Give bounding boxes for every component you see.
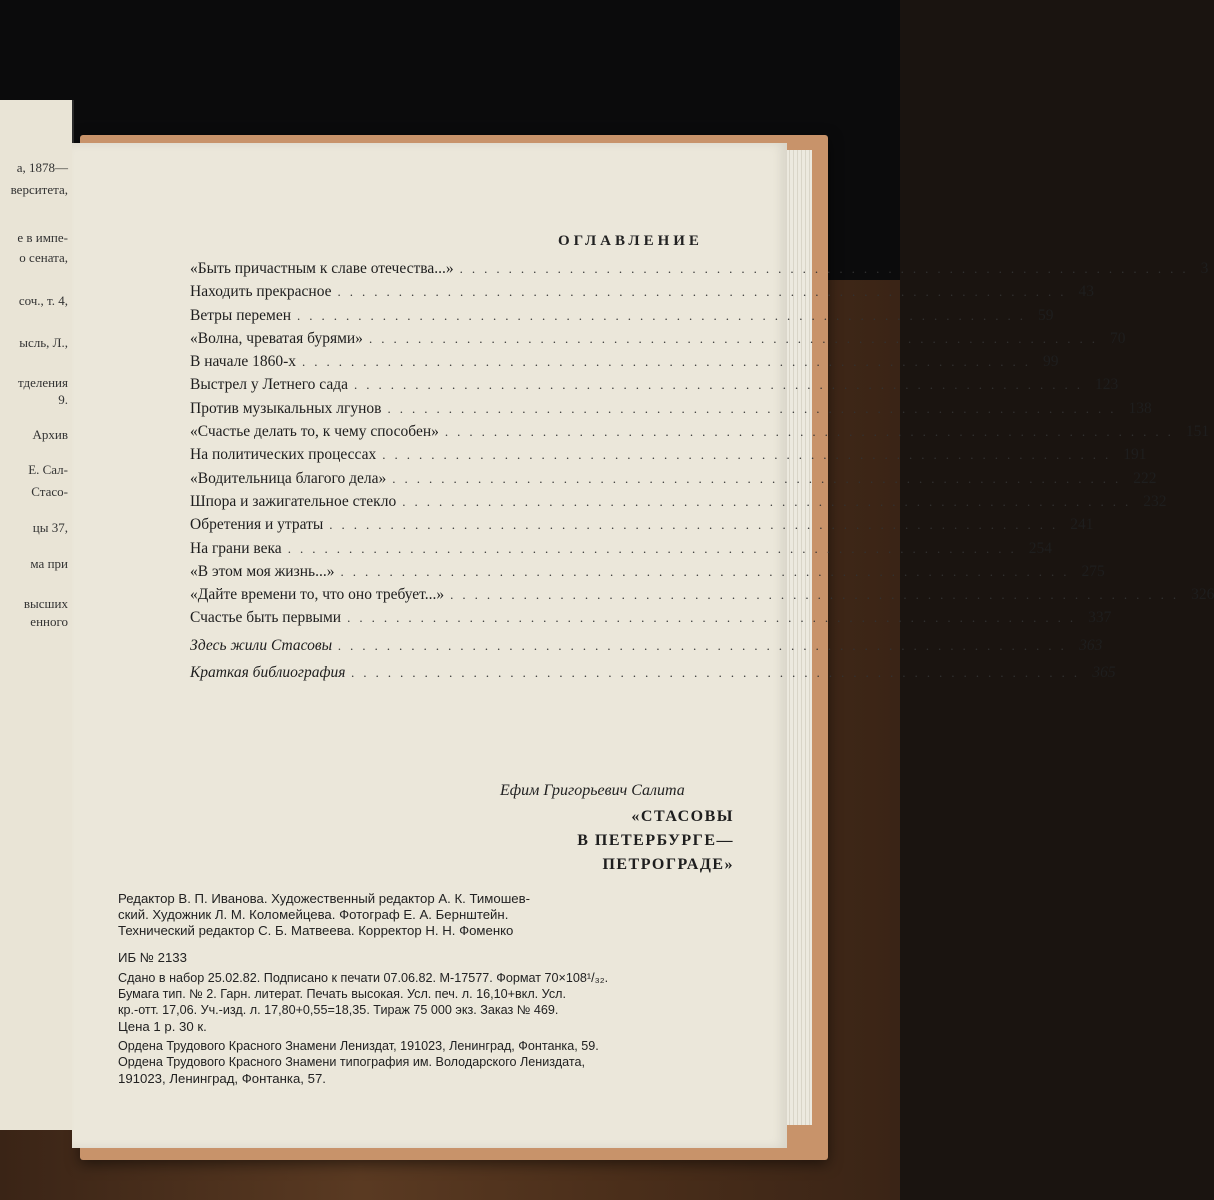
toc-leader-dots: ............................................................ xyxy=(287,540,1023,556)
toc-heading: ОГЛАВЛЕНИЕ xyxy=(558,233,703,249)
toc-leader-dots: ............................................................ xyxy=(338,637,1074,653)
toc-leader-dots: ............................................................ xyxy=(382,447,1118,463)
credits-line: ский. Художник Л. М. Коломейцева. Фотограф Е. А. Бернштейн. xyxy=(118,907,509,922)
toc-entry xyxy=(190,492,1167,516)
toc-entry-page: 191 xyxy=(1123,446,1147,464)
publisher-line: Ордена Трудового Красного Знамени типография им. Володарского Лениздата, xyxy=(118,1055,585,1069)
toc-entry-title: Счастье быть первыми xyxy=(190,609,342,627)
toc-entry-title: Краткая библиография xyxy=(190,664,346,682)
left-fragment: ысль, Л., xyxy=(19,335,68,350)
toc-entry xyxy=(190,609,1112,632)
toc-entry-page: 241 xyxy=(1070,516,1094,534)
left-fragment: тделения xyxy=(17,375,68,390)
toc-entry-page: 43 xyxy=(1078,283,1095,301)
toc-leader-dots: ............................................................ xyxy=(459,261,1195,276)
left-fragment: о сената, xyxy=(19,250,68,265)
left-fragment: 9. xyxy=(58,392,68,407)
toc-entry-title: «Быть причастным к славе отечества...» xyxy=(190,260,454,277)
toc-entry-page: 70 xyxy=(1109,329,1126,347)
toc-leader-dots: ............................................................ xyxy=(354,377,1090,393)
toc-leader-dots: ............................................................ xyxy=(301,354,1037,370)
toc-entry-page: 275 xyxy=(1081,562,1105,580)
left-fragment: енного xyxy=(30,614,68,629)
toc-entry-page: 99 xyxy=(1042,353,1059,371)
toc-entry-title: На политических процессах xyxy=(190,446,377,464)
left-fragment: Стасо- xyxy=(31,484,68,499)
left-fragment: а, 1878— xyxy=(16,160,68,175)
left-fragment: высших xyxy=(23,596,68,611)
toc-entry xyxy=(190,260,1209,283)
toc-entry-page: 254 xyxy=(1028,539,1052,557)
toc-entry-title: «Дайте времени то, что оно требует...» xyxy=(190,586,445,604)
left-fragment: Е. Сал- xyxy=(28,462,68,477)
toc-entry-title: «В этом моя жизнь...» xyxy=(190,562,335,580)
toc-leader-dots: ............................................................ xyxy=(297,307,1033,323)
left-fragment: соч., т. 4, xyxy=(18,293,68,308)
toc-entry-page: 59 xyxy=(1038,306,1054,324)
toc-entry-title: Обретения и утраты xyxy=(190,516,324,534)
left-fragment: верситета, xyxy=(10,182,68,197)
print-info-line: Сдано в набор 25.02.82. Подписано к печати 07.06.82. М-17577. Формат 70×108¹/₃₂. xyxy=(118,971,609,985)
toc-entry-page: 326 xyxy=(1191,586,1214,604)
toc-entry xyxy=(190,636,1103,660)
toc-entry-title: «Волна, чреватая бурями» xyxy=(190,329,363,347)
book-title-line: В ПЕТЕРБУРГЕ— xyxy=(577,832,734,849)
left-fragment: Архив xyxy=(32,427,68,442)
toc-entry-title: Выстрел у Летнего сада xyxy=(190,376,349,394)
toc-entry-title: В начале 1860-х xyxy=(190,353,296,371)
toc-entry xyxy=(190,423,1210,446)
toc-leader-dots: ............................................................ xyxy=(392,470,1128,486)
toc-entry-title: Шпора и зажигательное стекло xyxy=(190,492,397,510)
credits-line: Технический редактор С. Б. Матвеева. Корректор Н. Н. Фоменко xyxy=(118,923,514,938)
toc-entry-page: 222 xyxy=(1133,469,1157,487)
toc-leader-dots: ............................................................ xyxy=(444,424,1180,440)
toc-entry-page: 365 xyxy=(1092,664,1116,682)
toc-entry-page: 337 xyxy=(1088,609,1112,627)
table-of-contents xyxy=(190,260,1214,687)
credits-line: Редактор В. П. Иванова. Художественный редактор А. К. Тимошев- xyxy=(118,891,531,906)
left-page xyxy=(0,100,74,1130)
toc-leader-dots: ............................................................ xyxy=(347,610,1083,626)
publisher-line: Ордена Трудового Красного Знамени Лениздат, 191023, Ленинград, Фонтанка, 59. xyxy=(118,1039,599,1053)
price: Цена 1 р. 30 к. xyxy=(118,1019,207,1034)
toc-entry xyxy=(190,329,1126,353)
toc-entry-page: 123 xyxy=(1095,376,1119,394)
toc-entry xyxy=(190,376,1119,399)
toc-entry-title: Находить прекрасное xyxy=(190,283,332,301)
toc-entry-title: На грани века xyxy=(190,539,282,557)
toc-leader-dots: ............................................................ xyxy=(368,330,1104,346)
toc-entry xyxy=(190,539,1052,563)
author-name: Ефим Григорьевич Салита xyxy=(500,782,685,799)
left-fragment: е в импе- xyxy=(17,230,68,245)
toc-entry xyxy=(190,399,1152,423)
toc-entry-title: «Счастье делать то, к чему способен» xyxy=(190,423,439,441)
toc-leader-dots: ............................................................ xyxy=(450,587,1186,603)
ib-number: ИБ № 2133 xyxy=(118,950,187,965)
toc-entry xyxy=(190,586,1214,609)
toc-entry-page: 232 xyxy=(1143,492,1167,510)
print-info-line: Бумага тип. № 2. Гарн. литерат. Печать высокая. Усл. печ. л. 16,10+вкл. Усл. xyxy=(118,987,566,1001)
toc-entry-page: 363 xyxy=(1079,636,1103,654)
toc-entry-title: Здесь жили Стасовы xyxy=(190,636,333,654)
toc-leader-dots: ............................................................ xyxy=(387,400,1123,416)
toc-leader-dots: ............................................................ xyxy=(340,563,1076,579)
toc-entry xyxy=(190,664,1116,687)
book-title-line: ПЕТРОГРАДЕ» xyxy=(602,856,734,873)
toc-entry xyxy=(190,283,1095,306)
book-title-line: «СТАСОВЫ xyxy=(631,808,734,825)
left-fragment: цы 37, xyxy=(32,520,68,535)
left-fragment: ма при xyxy=(30,556,68,571)
print-info-line: кр.-отт. 17,06. Уч.-изд. л. 17,80+0,55=18,35. Тираж 75 000 экз. Заказ № 469. xyxy=(118,1003,559,1017)
toc-entry-page: 151 xyxy=(1185,423,1210,441)
toc-leader-dots: ............................................................ xyxy=(337,284,1073,300)
toc-entry xyxy=(190,516,1094,539)
toc-entry-title: Ветры перемен xyxy=(190,306,292,324)
toc-entry xyxy=(190,446,1147,469)
toc-entry-page: 138 xyxy=(1128,399,1152,417)
toc-leader-dots: ............................................................ xyxy=(329,517,1065,533)
toc-entry xyxy=(190,353,1059,376)
toc-entry xyxy=(190,306,1054,330)
toc-leader-dots: ............................................................ xyxy=(402,493,1138,509)
toc-entry-page: 3 xyxy=(1200,260,1209,277)
toc-entry xyxy=(190,562,1105,586)
publisher-line: 191023, Ленинград, Фонтанка, 57. xyxy=(118,1071,326,1086)
toc-leader-dots: ............................................................ xyxy=(351,665,1087,681)
toc-entry-title: Против музыкальных лгунов xyxy=(190,399,382,417)
toc-entry-title: «Водительница благого дела» xyxy=(190,469,387,487)
toc-entry xyxy=(190,469,1157,493)
